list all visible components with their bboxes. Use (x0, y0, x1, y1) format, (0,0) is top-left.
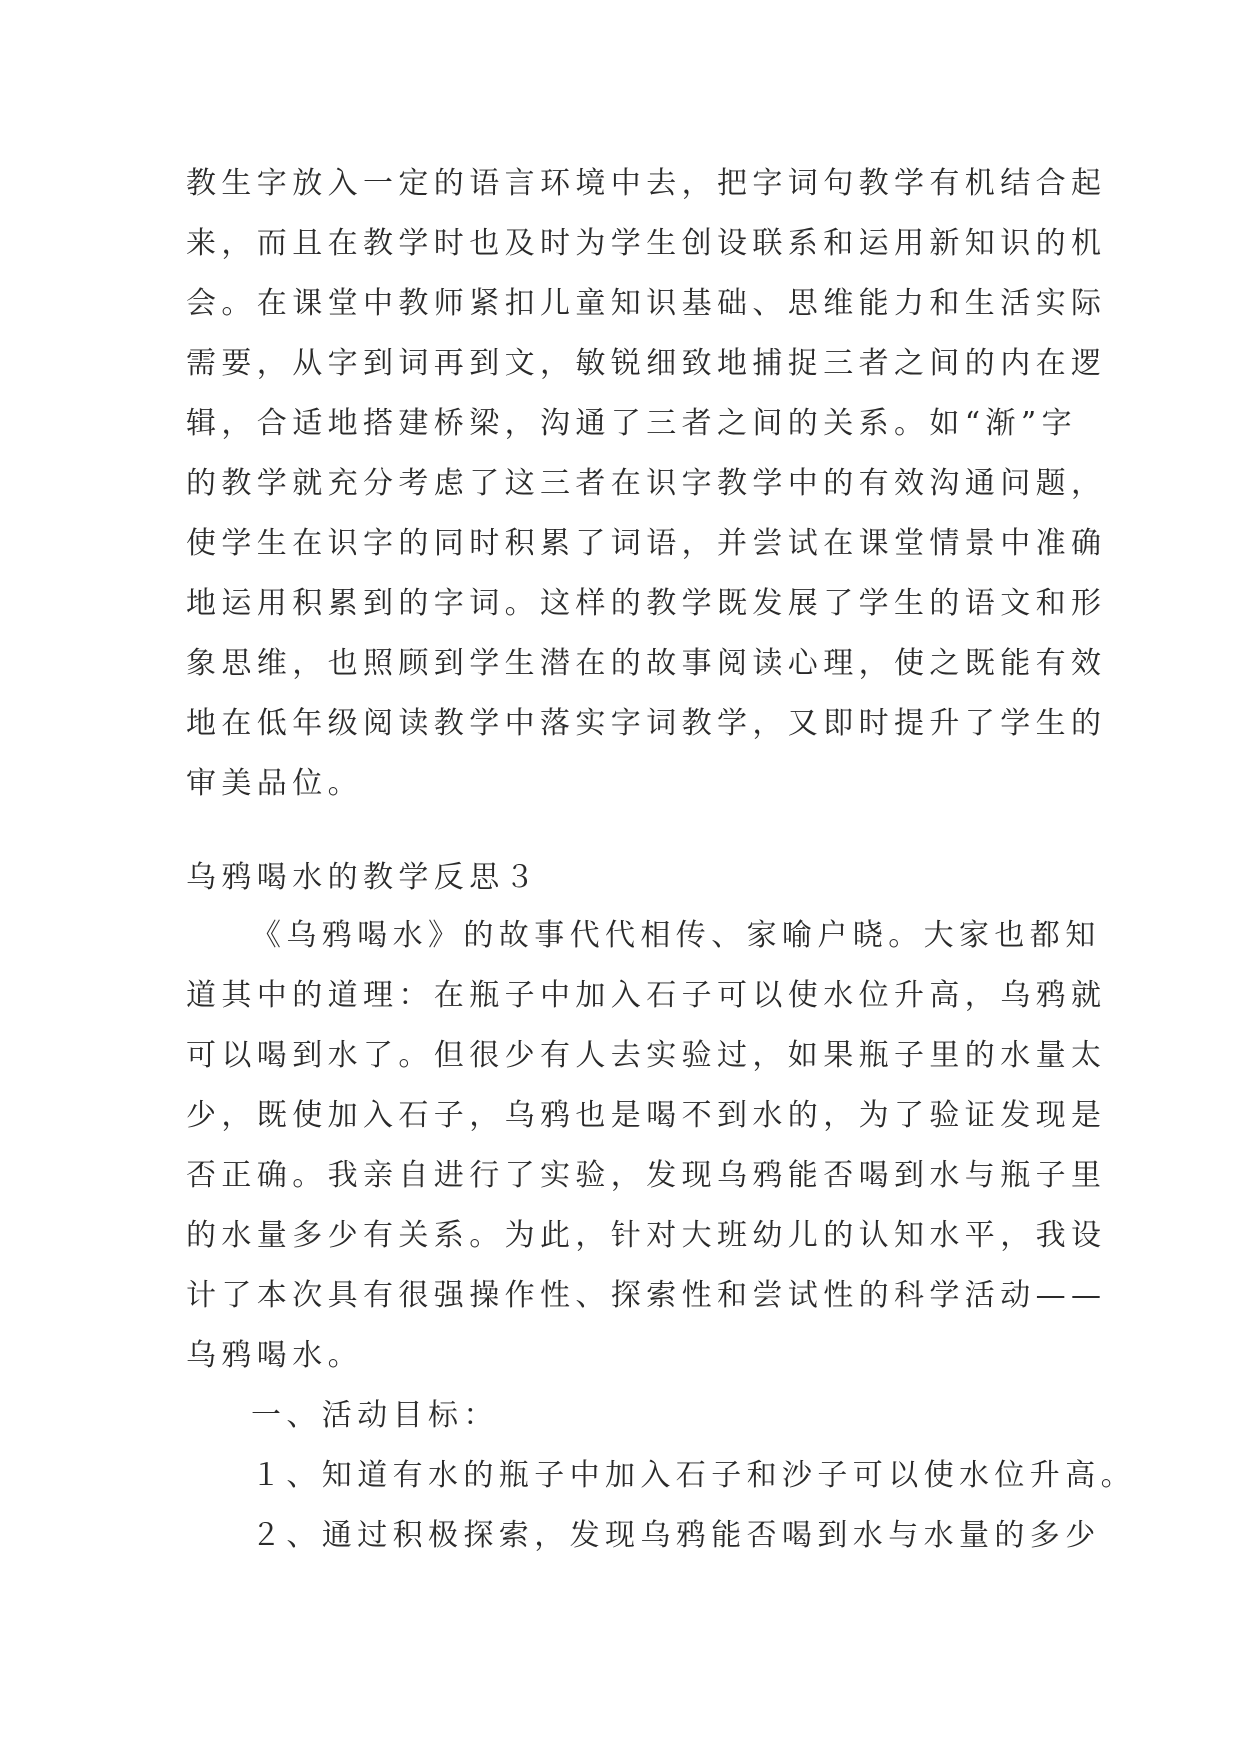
text-line: 的水量多少有关系。为此，针对大班幼儿的认知水平，我设 (186, 1218, 1107, 1253)
paragraph-intro (186, 906, 1136, 1566)
text-line: 辑，合适地搭建桥梁，沟通了三者之间的关系。如“渐”字 (186, 406, 1078, 441)
text-line: 地在低年级阅读教学中落实字词教学，又即时提升了学生的 (186, 706, 1107, 741)
text-line: 少，既使加入石子，乌鸦也是喝不到水的，为了验证发现是 (186, 1098, 1107, 1133)
text-line: 需要，从字到词再到文，敏锐细致地捕捉三者之间的内在逻 (186, 346, 1107, 381)
text-line: 的教学就充分考虑了这三者在识字教学中的有效沟通问题， (186, 466, 1107, 501)
text-line: 乌鸦喝水。 (186, 1338, 363, 1373)
text-line: 可以喝到水了。但很少有人去实验过，如果瓶子里的水量太 (186, 1038, 1107, 1073)
goal-item: １、知道有水的瓶子中加入石子和沙子可以使水位升高。 (251, 1458, 1136, 1493)
text-line: 使学生在识字的同时积累了词语，并尝试在课堂情景中准确 (186, 526, 1107, 561)
text-line: 会。在课堂中教师紧扣儿童知识基础、思维能力和生活实际 (186, 286, 1107, 321)
section-heading (186, 848, 1066, 908)
text-line: 道其中的道理：在瓶子中加入石子可以使水位升高，乌鸦就 (186, 978, 1107, 1013)
text-line: 地运用积累到的字词。这样的教学既发展了学生的语文和形 (186, 586, 1107, 621)
goal-item: ２、通过积极探索，发现乌鸦能否喝到水与水量的多少 (251, 1518, 1101, 1553)
paragraph-continued (186, 154, 1107, 814)
text-line: 审美品位。 (186, 766, 363, 801)
goals-heading: 一、活动目标： (251, 1398, 499, 1433)
text-line: 否正确。我亲自进行了实验，发现乌鸦能否喝到水与瓶子里 (186, 1158, 1107, 1193)
text-line: 《乌鸦喝水》的故事代代相传、家喻户晓。大家也都知 (251, 918, 1101, 953)
text-line: 教生字放入一定的语言环境中去，把字词句教学有机结合起 (186, 166, 1107, 201)
section-title: 乌鸦喝水的教学反思３ (186, 860, 540, 895)
text-line: 象思维，也照顾到学生潜在的故事阅读心理，使之既能有效 (186, 646, 1107, 681)
text-line: 计了本次具有很强操作性、探索性和尝试性的科学活动—— (186, 1278, 1107, 1313)
text-line: 来，而且在教学时也及时为学生创设联系和运用新知识的机 (186, 226, 1107, 261)
